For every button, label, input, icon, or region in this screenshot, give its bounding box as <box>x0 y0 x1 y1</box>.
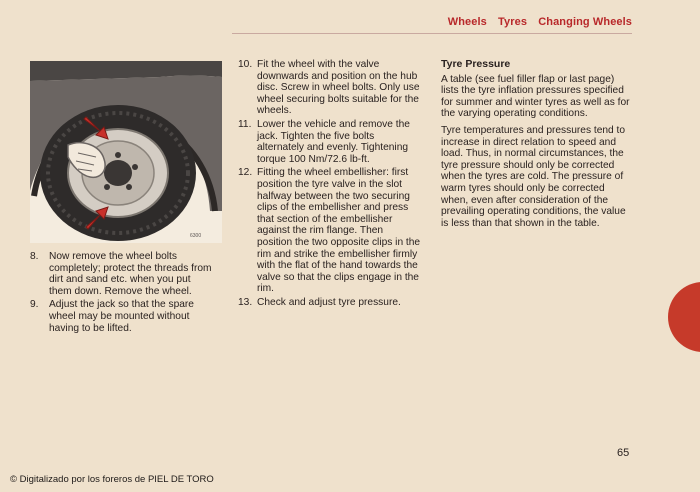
list-item <box>30 299 215 334</box>
copyright-notice: © Digitalizado por los foreros de PIEL DE TORO <box>10 474 214 485</box>
item-text: Adjust the jack so that the spare wheel may be mounted without having to be lifted. <box>49 299 194 334</box>
list-item <box>238 59 421 117</box>
list-item <box>30 251 215 297</box>
list-item <box>238 167 421 295</box>
item-number: 12. <box>238 167 253 179</box>
item-text: Check and adjust tyre pressure. <box>257 296 401 308</box>
section-thumb-tab <box>668 282 700 352</box>
wheel-drawing <box>30 61 222 243</box>
column-right <box>441 59 631 234</box>
page-number: 65 <box>617 447 630 459</box>
tyre-pressure-paragraph-2: Tyre temperatures and pressures tend to increase in direct relation to speed and load. Thus, in normal circumstances, the tyre pressure should only be corrected when the tyres are cold. The pressure of warm tyres should only be corrected when, even after consideration of the prevailing operating conditions, the value is less than that shown in the table. <box>441 124 626 229</box>
list-item <box>238 119 421 165</box>
item-number: 11. <box>238 118 252 130</box>
item-number: 13. <box>238 296 253 308</box>
item-number: 8. <box>30 251 39 262</box>
column-middle <box>238 59 421 310</box>
tyre-pressure-heading: Tyre Pressure <box>441 58 511 70</box>
tyre-pressure-paragraph-1: A table (see fuel filler flap or last page) lists the tyre inflation pressures specified for summer and winter tyres as well as for the varying operating conditions. <box>441 73 630 120</box>
column-left <box>30 251 215 336</box>
item-number: 9. <box>30 299 39 311</box>
item-text: Fit the wheel with the valve downwards and position on the hub disc. Screw in wheel bolts. Only use wheel securing bolts suitable for the wheels. <box>257 59 420 117</box>
header-wheels: Wheels <box>447 16 487 28</box>
header-rule <box>232 33 632 34</box>
illustration-ref: 6300 <box>190 233 202 239</box>
item-text: Fitting the wheel embellisher: first position the tyre valve in the slot halfway between the two securing clips of the embellisher and press that section of the embellisher against the rim flange. Then position the two opposite clips in the rim and strike the embellisher firmly with the flat of the hand towards the valve so that the clips engage in the rim. <box>257 167 421 295</box>
header-tyres: Tyres <box>498 16 528 28</box>
wheel-illustration <box>30 61 222 243</box>
item-text: Now remove the wheel bolts completely; protect the threads from dirt and sand etc. when you put them down. Remove the wheel. <box>49 251 212 297</box>
header-changing-wheels: Changing Wheels <box>538 16 632 28</box>
item-text: Lower the vehicle and remove the jack. Tighten the five bolts alternately and evenly. Tightening torque 100 Nm/72.6 lb-ft. <box>257 118 410 165</box>
running-header <box>440 16 632 28</box>
list-item <box>238 297 421 309</box>
item-number: 10. <box>238 59 253 70</box>
